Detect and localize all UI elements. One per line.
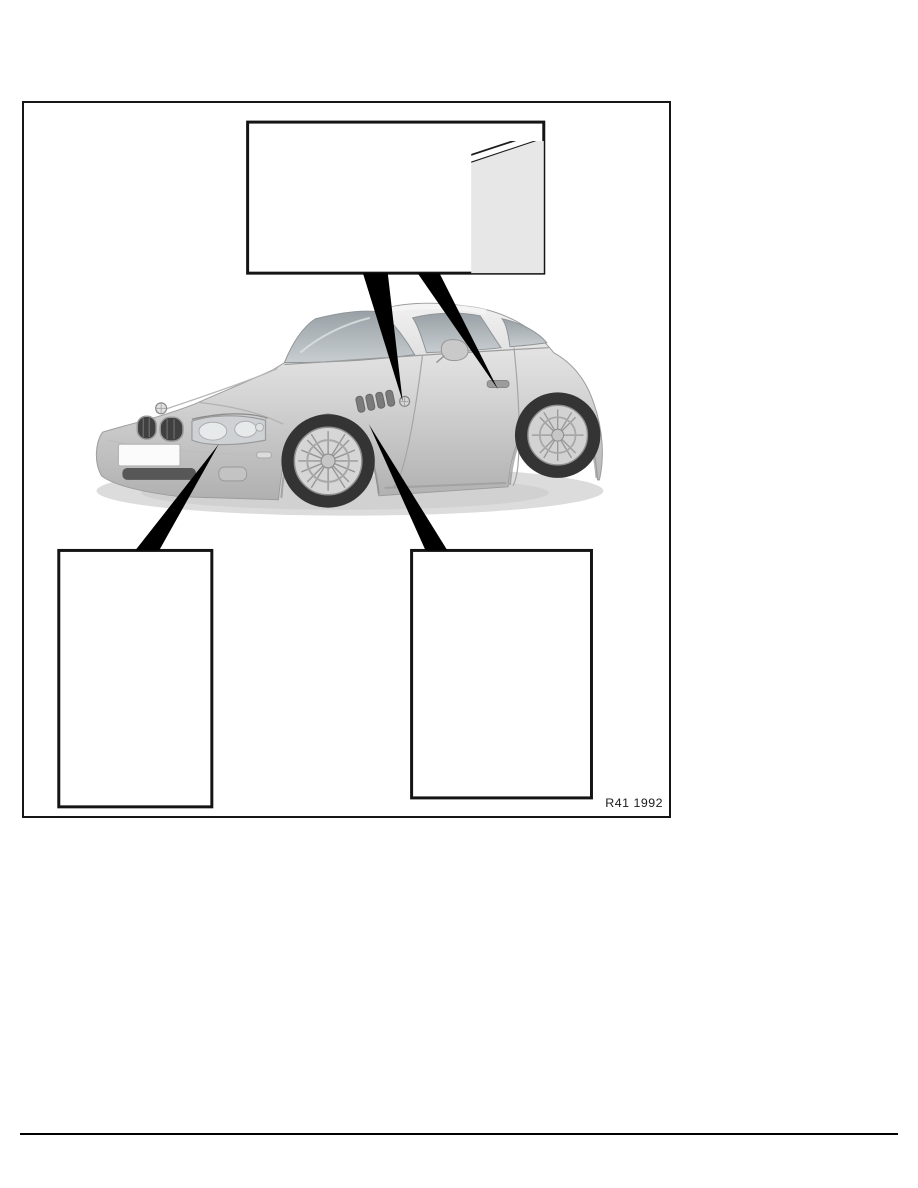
license-plate [118,444,180,466]
inset-headlamp-gaps [59,550,212,806]
bmw-roundel-hood [156,403,167,414]
door-handle [487,380,509,387]
body-gap-figure [22,101,671,818]
rear-wheel [515,392,600,477]
bmw-roundel-fender [400,396,410,406]
side-marker [257,452,272,458]
bumper-intake [122,468,196,480]
fog-light [219,467,247,481]
figure-code-label: R41 1992 [605,795,664,810]
footer-rule [20,1133,898,1135]
headlight-cluster [192,414,268,445]
car-illustration [96,303,603,515]
inset-sill-gap [412,550,592,797]
front-wheel [281,414,374,507]
inset-roof-seam [248,122,544,273]
